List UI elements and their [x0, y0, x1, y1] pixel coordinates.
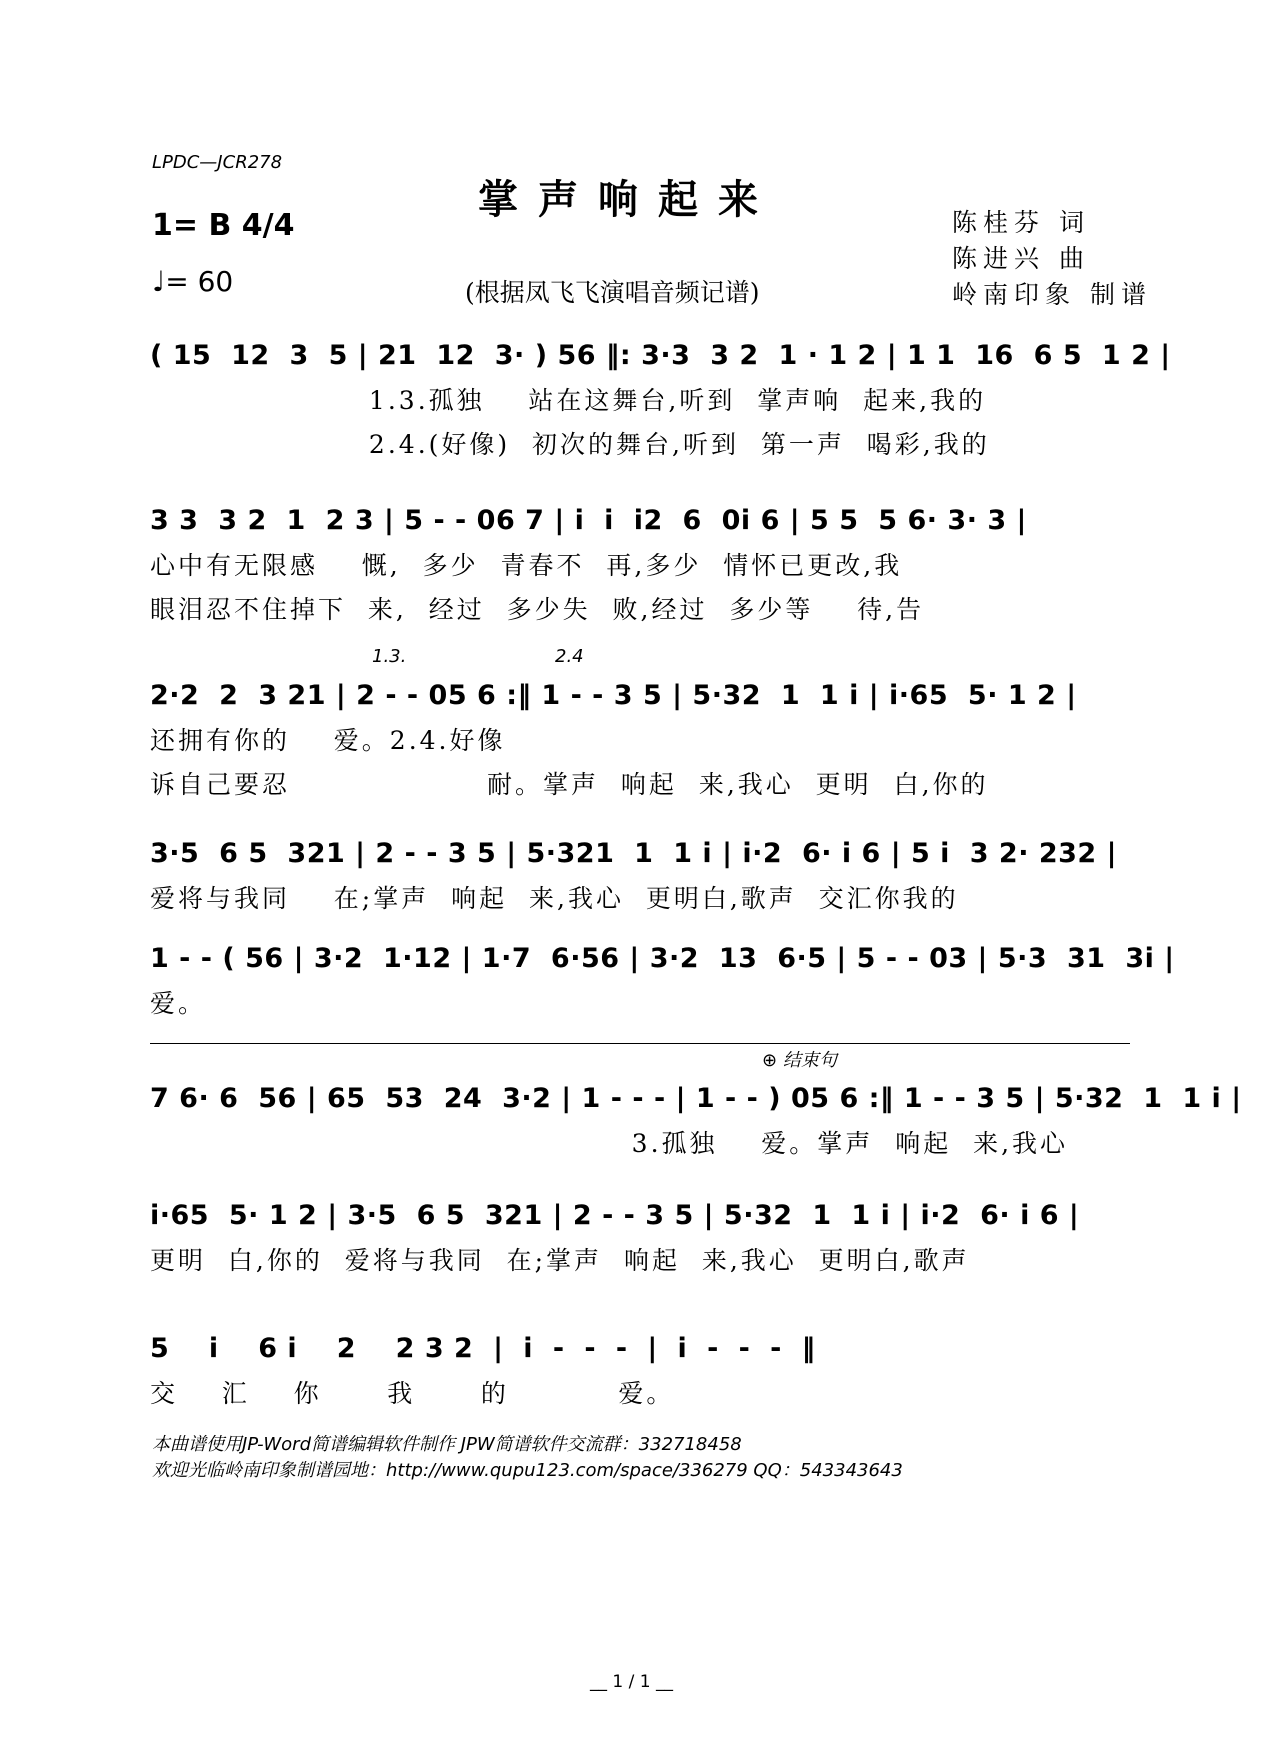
- score-system-2: [150, 505, 1130, 626]
- lyrics-line: 心中有无限感 慨, 多少 青春不 再,多少 情怀已更改,我: [150, 551, 903, 580]
- lyrics-line: 眼泪忍不住掉下 来, 经过 多少失 败,经过 多少等 待,告: [150, 595, 925, 624]
- arranger: 岭南印象 制谱: [952, 280, 1152, 309]
- lyrics-line: 爱。: [150, 989, 207, 1018]
- score-system-7: [150, 1200, 1130, 1277]
- score-system-4: [150, 838, 1130, 915]
- subtitle: (根据凤飞飞演唱音频记谱): [465, 278, 760, 307]
- score-system-6: [150, 1083, 1242, 1160]
- score-code: LPDC—JCR278: [152, 152, 283, 173]
- notes-line: 3 3 3 2 1 2 3 | 5 - - 06 7 | i i i2 6 0i 6 | 5 5 5 6· 3· 3 |: [150, 505, 1027, 536]
- footer-line-software: 本曲谱使用JP-Word简谱编辑软件制作 JPW简谱软件交流群：332718458: [152, 1434, 742, 1455]
- song-title: 掌声响起来: [478, 176, 778, 223]
- notes-line: i·65 5· 1 2 | 3·5 6 5 321 | 2 - - 3 5 | 5·32 1 1 i | i·2 6· i 6 |: [150, 1200, 1080, 1231]
- score-system-5: [150, 943, 1175, 1020]
- notes-line: 2·2 2 3 21 | 2 - - 05 6 :‖ 1 - - 3 5 | 5·32 1 1 i | i·65 5· 1 2 |: [150, 680, 1077, 711]
- score-system-8: [150, 1333, 1130, 1410]
- credits: [952, 205, 1152, 313]
- score-system-1: [150, 340, 1171, 461]
- notes-line: ( 15 12 3 5 | 21 12 3· ) 56 ‖: 3·3 3 2 1 · 1 2 | 1 1 16 6 5 1 2 |: [150, 340, 1171, 371]
- volta-2-label: 2.4: [555, 646, 584, 667]
- lyrics-line: 更明 白,你的 爱将与我同 在;掌声 响起 来,我心 更明白,歌声: [150, 1246, 970, 1275]
- footer-line-website: 欢迎光临岭南印象制谱园地：http://www.qupu123.com/space/336279 QQ：543343643: [152, 1460, 903, 1481]
- tempo-marking: ♩= 60: [152, 265, 234, 298]
- notes-line: 7 6· 6 56 | 65 53 24 3·2 | 1 - - - | 1 - - ) 05 6 :‖ 1 - - 3 5 | 5·32 1 1 i |: [150, 1083, 1242, 1114]
- page-number: __ 1 / 1 __: [590, 1672, 673, 1692]
- composer: 陈进兴 曲: [952, 244, 1090, 273]
- lyrics-line: 还拥有你的 爱。2.4.好像: [150, 726, 506, 755]
- score-system-3: [150, 680, 1130, 801]
- lyrics-line: 爱将与我同 在;掌声 响起 来,我心 更明白,歌声 交汇你我的: [150, 884, 959, 913]
- lyrics-line: 2.4.(好像) 初次的舞台,听到 第一声 喝彩,我的: [150, 430, 990, 459]
- lyricist: 陈桂芬 词: [952, 208, 1090, 237]
- notes-line: 1 - - ( 56 | 3·2 1·12 | 1·7 6·56 | 3·2 13 6·5 | 5 - - 03 | 5·3 31 3i |: [150, 943, 1175, 974]
- lyrics-line: 交 汇 你 我 的 爱。: [150, 1379, 675, 1408]
- volta-1-label: 1.3.: [372, 646, 407, 667]
- notes-line: 5 i 6 i 2 2 3 2 | i - - - | i - - - ‖: [150, 1333, 816, 1364]
- lyrics-line: 3.孤独 爱。掌声 响起 来,我心: [150, 1129, 1069, 1158]
- lyrics-line: 1.3.孤独 站在这舞台,听到 掌声响 起来,我的: [150, 386, 987, 415]
- coda-label: 结束句: [782, 1050, 837, 1071]
- section-divider: [150, 1043, 1130, 1044]
- key-signature: 1= B 4/4: [152, 208, 295, 243]
- notes-line: 3·5 6 5 321 | 2 - - 3 5 | 5·321 1 1 i | i·2 6· i 6 | 5 i 3 2· 232 |: [150, 838, 1117, 869]
- coda-marker: [762, 1046, 837, 1072]
- footer: [152, 1432, 903, 1484]
- coda-icon: ⊕: [762, 1050, 778, 1071]
- lyrics-line: 诉自己要忍 耐。掌声 响起 来,我心 更明 白,你的: [150, 770, 989, 799]
